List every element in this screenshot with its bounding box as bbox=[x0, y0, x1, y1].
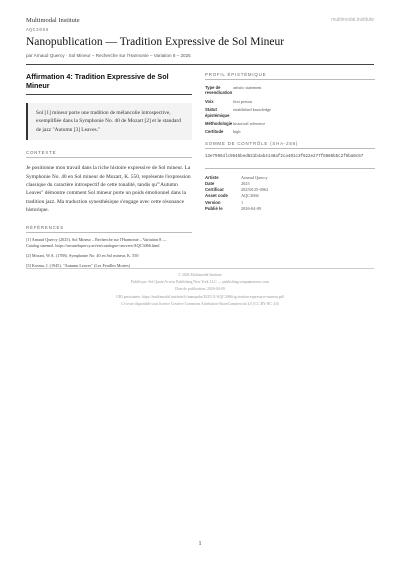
document-id: AQC3066 bbox=[26, 28, 50, 33]
references-divider bbox=[26, 232, 192, 233]
profile-row bbox=[205, 107, 375, 118]
meta-value: Arnaud Quercy bbox=[241, 174, 268, 180]
meta-key: Publié le bbox=[205, 205, 223, 211]
context-divider bbox=[26, 157, 192, 158]
profile-value: high bbox=[233, 129, 241, 135]
profile-value: first person bbox=[233, 98, 252, 104]
persistent-uri-line[interactable]: URI persistante: https://multimodal.institute/fr/nanopubs/2025/11/AQC3066/sg-tention-expressive-mineur.pdf bbox=[116, 294, 284, 299]
meta-divider bbox=[205, 168, 375, 169]
profile-value: historical reference bbox=[233, 121, 266, 127]
article-divider bbox=[26, 94, 192, 95]
meta-value: 2026-04-09 bbox=[241, 205, 262, 211]
reference-list bbox=[26, 237, 192, 269]
profile-value: artistic statement bbox=[233, 85, 262, 90]
top-bar bbox=[26, 14, 374, 26]
profile-key: Méthodologie bbox=[205, 121, 233, 127]
context-label: CONTEXTE bbox=[26, 150, 57, 156]
profile-key: Voix bbox=[205, 98, 214, 104]
license-line: Ce texte disponible sous licence Creative Commons Attribution-ShareCommercial 4.0 (CC BY-NC 4.0) bbox=[121, 301, 279, 306]
checksum-label: SOMME DE CONTRÔLE (SHA-256) bbox=[205, 140, 299, 146]
brand-url-link[interactable]: multimodal.institute bbox=[331, 17, 374, 23]
publisher-line[interactable]: Publié par: Sol Quant Access Publishing New York LLC — publishing.sotquantassess.com bbox=[130, 280, 270, 285]
byline: par Arnaud Quercy · Sol Mineur – Recherche sur l'Harmonie – Variation 8 – 2025 bbox=[26, 53, 191, 58]
header-divider bbox=[26, 64, 374, 65]
profile-row bbox=[205, 121, 375, 126]
meta-key: Artiste bbox=[205, 174, 219, 180]
meta-value: 2025 bbox=[241, 181, 250, 187]
profile-row bbox=[205, 99, 375, 104]
profile-row bbox=[205, 129, 375, 134]
profile-key: Statut épistémique bbox=[205, 107, 230, 118]
meta-value: 1 bbox=[241, 199, 244, 205]
publication-date-line: Date de publication: 2026-04-09 bbox=[175, 287, 225, 292]
profile-row bbox=[205, 85, 375, 96]
references-label: RÉFÉRENCES bbox=[26, 224, 65, 230]
article-heading: Affirmation 4: Tradition Expressive de Sol Mineur bbox=[26, 72, 169, 90]
reference-item: [3] Kosma, J. (1945). "Autumn Leaves" (Les Feuilles Mortes) bbox=[26, 262, 131, 268]
meta-key: Version bbox=[205, 199, 221, 205]
meta-key: Certificat bbox=[205, 187, 224, 193]
meta-row bbox=[205, 206, 375, 212]
abstract-box: Sol [1] mineur porte une tradition de mélancolie introspective, exemplifiée dans la Symphonie No. 40 de Mozart [2] et le standard de jazz "Autumn [3] Leaves." bbox=[26, 103, 192, 140]
profile-divider bbox=[205, 79, 375, 80]
footer bbox=[26, 272, 374, 308]
page-number: 1 bbox=[198, 541, 202, 547]
profile-key: Type de revendication bbox=[205, 85, 233, 96]
article-column bbox=[26, 72, 192, 269]
epistemic-profile-table bbox=[205, 85, 375, 135]
page-title: Nanopublication — Tradition Expressive de Sol Mineur bbox=[26, 36, 285, 48]
profile-key: Certitude bbox=[205, 129, 224, 135]
reference-item: [2] Mozart, W.A. (1788). Symphonie No. 40 en Sol mineur, K. 550 bbox=[26, 252, 139, 258]
copyright-line: © 2026 Multimodal Institute bbox=[178, 273, 222, 277]
metadata-table bbox=[205, 175, 375, 212]
meta-key: Asset code bbox=[205, 193, 228, 199]
footer-divider bbox=[26, 268, 374, 269]
epistemic-profile-label: PROFIL ÉPISTÉMIQUE bbox=[205, 72, 267, 77]
context-text: Je positionne mon travail dans la riche histoire expressive de Sol mineur. La Symphonie No. 40 en Sol mineur de Mozart, K. 550, représente l'expression classique du caractère introspectif de cette tonalité, tandis qu'"Autumn Leaves" démontre comment Sol mineur porte un poids émotionnel dans la tradition jazz. Ma traduction synesthésique s'engage avec cette résonance historique. bbox=[26, 165, 191, 214]
meta-value: 20250125-0062 bbox=[241, 187, 269, 193]
meta-key: Date bbox=[205, 181, 215, 187]
meta-value: AQC3066 bbox=[241, 193, 259, 199]
checksum-value: 13e79964lc9545bed821b4ab4148af2ca401c3f622e277f6886b5c2f6ba0c57 bbox=[205, 154, 364, 159]
profile-value: established knowledge bbox=[233, 107, 272, 113]
sidebar-column bbox=[205, 72, 375, 212]
brand-name: Multimodal Institute bbox=[26, 16, 80, 24]
reference-item[interactable]: [1] Arnaud Quercy (2025). Sol Mineur – Recherche sur l'Harmonie – Variation 8 — Catalog.sinemol. https://arcanelupercy.art/en/catalogue-oeuvres/AQC3066.html bbox=[26, 236, 167, 248]
checksum-divider bbox=[205, 148, 375, 149]
